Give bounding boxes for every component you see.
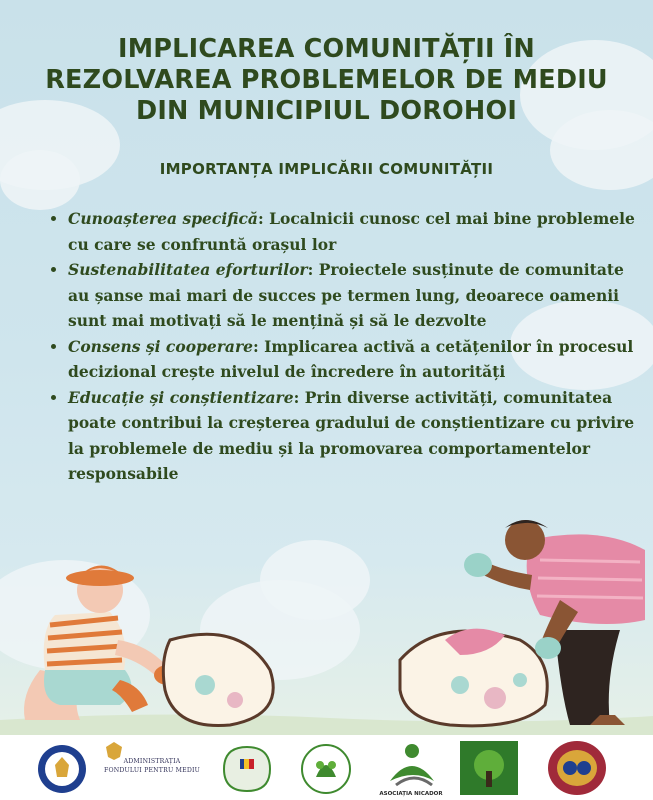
tree-emblem-icon (460, 741, 518, 795)
afm-line-2: FONDULUI PENTRU MEDIU (103, 767, 201, 774)
bullet-item (68, 257, 638, 334)
partner-logos-bar (0, 735, 653, 800)
afm-logo-text (100, 757, 204, 775)
afm-line-1: ADMINISTRAȚIA (123, 758, 181, 765)
bullet-term: Educație și conștientizare (68, 387, 294, 407)
bullet-text: : Prin diverse activități, comunitatea poate contribui la creșterea gradului de conștientizare cu privire la problemele de mediu și la promovarea comportamentelor responsabile (68, 387, 635, 483)
bullet-item (68, 385, 638, 487)
section-subtitle: IMPORTANȚA IMPLICĂRII COMUNITĂȚII (159, 160, 494, 178)
title-line-3: DIN MUNICIPIUL DOROHOI (135, 96, 518, 126)
university-seal-icon (36, 743, 88, 795)
bullet-item (68, 206, 638, 257)
government-badge-icon (220, 743, 274, 795)
left-trash-bag (163, 634, 273, 725)
green-association-logo-icon (298, 743, 354, 795)
bullet-item (68, 334, 638, 385)
bullet-term: Consens și cooperare (68, 336, 253, 356)
bullet-list (46, 206, 638, 487)
bullet-term: Sustenabilitatea eforturilor (68, 260, 308, 279)
nicador-person-logo-icon (384, 741, 440, 789)
school-crest-icon (546, 739, 608, 797)
grass-strip (0, 714, 653, 735)
nicador-logo-text: ASOCIAȚIA NICADOR (379, 791, 443, 797)
title-line-2: REZOLVAREA PROBLEMELOR DE MEDIU (45, 65, 608, 95)
title-line-1: IMPLICAREA COMUNITĂȚII ÎN (118, 34, 535, 64)
bullet-text: : Implicarea activă a cetățenilor în procesul decizional crește nivelul de încredere în autorități (68, 336, 634, 381)
bullet-text: : Localnicii cunosc cel mai bine problemele cu care se confruntă orașul lor (68, 209, 635, 254)
bullet-text: : Proiectele susținute de comunitate au șanse mai mari de succes pe termen lung, deoarece oamenii sunt mai motivați să le mențină și să le dezvolte (68, 260, 624, 330)
right-trash-bag (400, 629, 547, 726)
cloud-left (0, 150, 80, 210)
volunteers-illustration (0, 520, 653, 735)
poster-title (0, 34, 653, 127)
bullet-term: Cunoașterea specifică (68, 209, 258, 228)
left-volunteer-figure (24, 565, 182, 720)
